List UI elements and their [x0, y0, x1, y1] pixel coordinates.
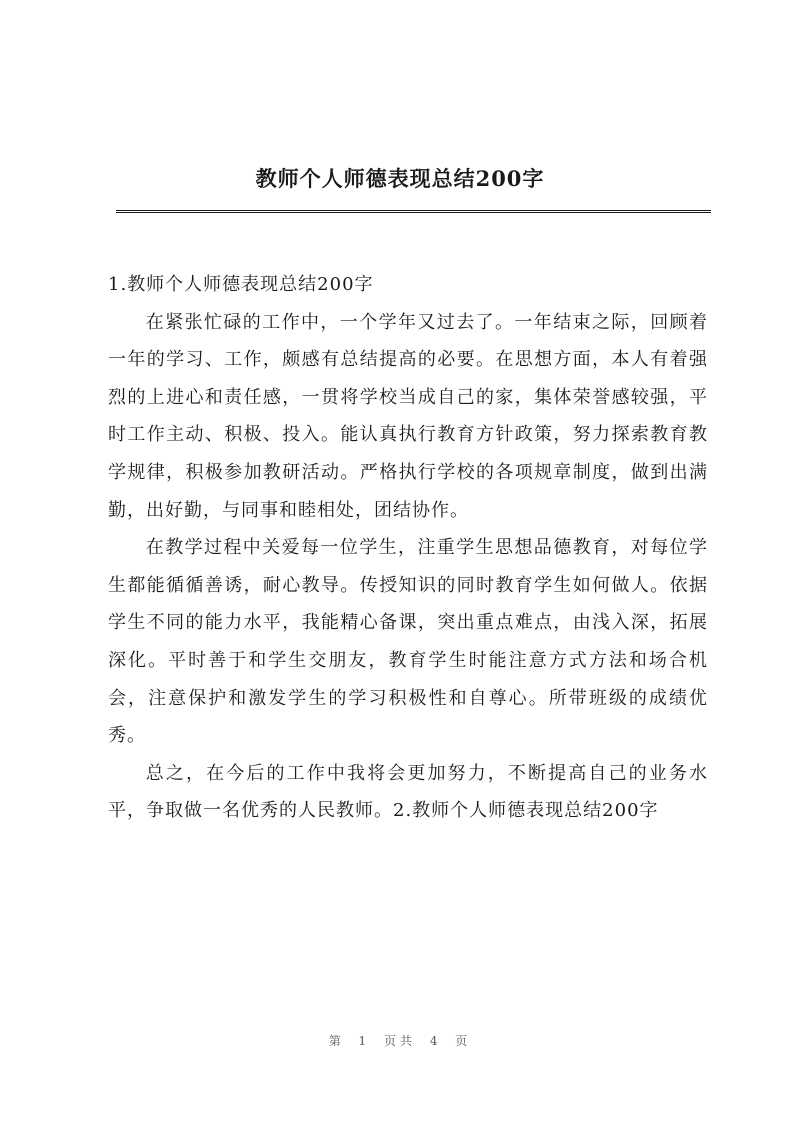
title-divider: [116, 210, 711, 213]
paragraph: 总之，在今后的工作中我将会更加努力，不断提高自己的业务水平，争取做一名优秀的人民教师。2.教师个人师德表现总结200字: [108, 762, 708, 822]
paragraph: 在紧张忙碌的工作中，一个学年又过去了。一年结束之际，回顾着一年的学习、工作，颇感有总结提高的必要。在思想方面，本人有着强烈的上进心和责任感，一贯将学校当成自己的家，集体荣誉感较强，平时工作主动、积极、投入。能认真执行教育方针政策，努力探索教育教学规律，积极参加教研活动。严格执行学校的各项规章制度，做到出满勤，出好勤，与同事和睦相处，团结协作。: [108, 311, 708, 521]
paragraph: 在教学过程中关爱每一位学生，注重学生思想品德教育，对每位学生都能循循善诱，耐心教导。传授知识的同时教育学生如何做人。依据学生不同的能力水平，我能精心备课，突出重点难点，由浅入深，拓展深化。平时善于和学生交朋友，教育学生时能注意方式方法和场合机会，注意保护和激发学生的学习积极性和自尊心。所带班级的成绩优秀。: [108, 537, 708, 747]
document-body: [108, 266, 708, 830]
section-heading: 1.教师个人师德表现总结200字: [108, 274, 374, 295]
document-title: 教师个人师德表现总结200字: [255, 166, 545, 191]
page-number-footer: 第 1 页共 4 页: [328, 1034, 472, 1048]
